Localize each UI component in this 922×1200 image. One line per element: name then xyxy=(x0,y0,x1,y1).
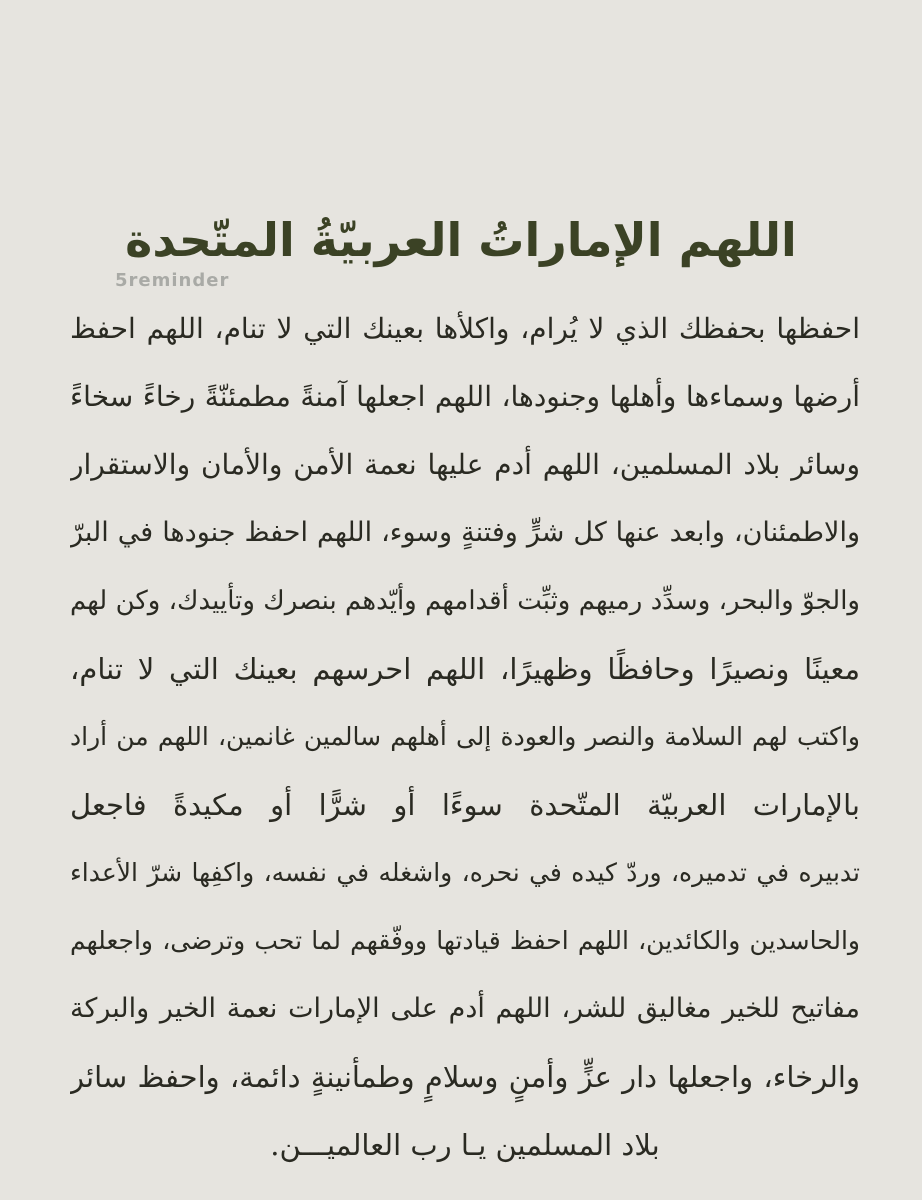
text-line: والحاسدين والكائدين، اللهم احفظ قيادتها ووفّقهم لما تحب وترضى، واجعلهم xyxy=(70,926,860,955)
text-line: واكتب لهم السلامة والنصر والعودة إلى أهلهم سالمين غانمين، اللهم من أراد xyxy=(70,722,860,751)
page-title: اللهم الإماراتُ العربيّةُ المتّحدة xyxy=(125,213,797,267)
text-line: بالإمارات العربيّة المتّحدة سوءًا أو شرًّا أو مكيدةً فاجعل xyxy=(70,788,860,822)
text-line: والجوّ والبحر، وسدِّد رميهم وثبِّت أقدامهم وأيّدهم بنصرك وتأييدك، وكن لهم xyxy=(70,586,860,616)
text-line: والاطمئنان، وابعد عنها كل شرٍّ وفتنةٍ وسوء، اللهم احفظ جنودها في البرّ xyxy=(70,517,860,548)
text-line: مفاتيح للخير مغاليق للشر، اللهم أدم على الإمارات نعمة الخير والبركة xyxy=(70,993,860,1024)
prayer-text xyxy=(70,295,860,1179)
watermark-text: 5reminder xyxy=(115,270,230,291)
text-line: معينًا ونصيرًا وحافظًا وظهيرًا، اللهم احرسهم بعينك التي لا تنام، xyxy=(70,652,860,686)
text-line-last: بلاد المسلمين يـا رب العالميـــن. xyxy=(270,1128,660,1162)
text-line: تدبيره في تدميره، وردّ كيده في نحره، واشغله في نفسه، واكفِها شرّ الأعداء xyxy=(70,858,860,887)
text-line: والرخاء، واجعلها دار عزٍّ وأمنٍ وسلامٍ وطمأنينةٍ دائمة، واحفظ سائر xyxy=(70,1060,860,1094)
text-line: أرضها وسماءها وأهلها وجنودها، اللهم اجعلها آمنةً مطمئنّةً رخاءً سخاءً xyxy=(70,380,860,413)
text-line: وسائر بلاد المسلمين، اللهم أدم عليها نعمة الأمن والأمان والاستقرار xyxy=(70,448,860,481)
text-line: احفظها بحفظك الذي لا يُرام، واكلأها بعينك التي لا تنام، اللهم احفظ xyxy=(70,312,860,345)
